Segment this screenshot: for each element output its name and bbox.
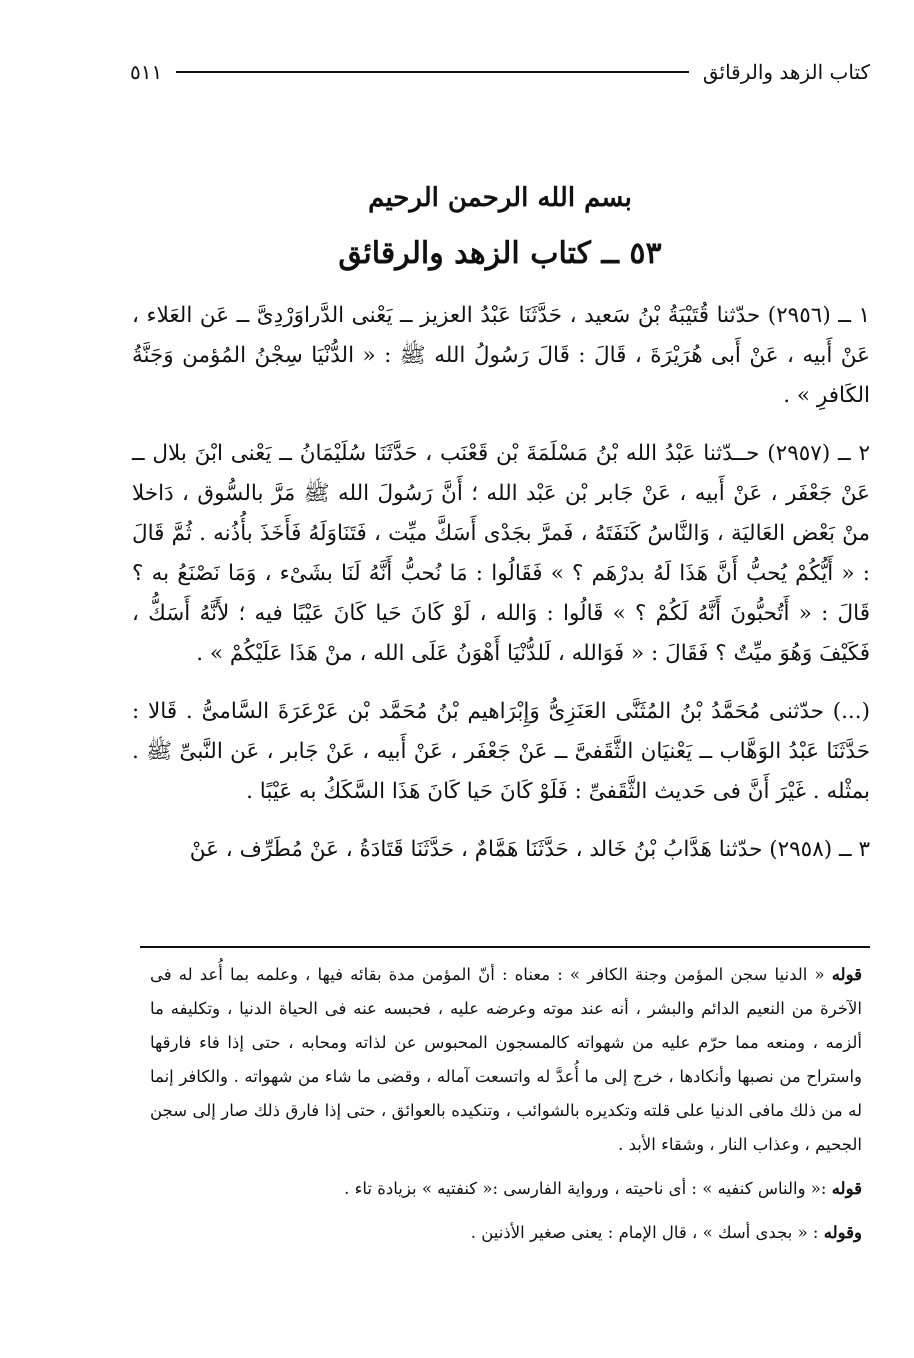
page-number: ٥١١ [130,60,163,84]
hadith-paragraph: ٣ ــ (٢٩٥٨) حدّثنا هَدَّابُ بْنُ خَالد ، حَدَّثَنَا هَمَّامٌ ، حَدَّثَنَا قَتَادَةُ ، عَنْ مُطَرِّف ، عَنْ [189,837,870,862]
footnote [150,1216,862,1250]
footnotes [150,958,862,1260]
footnote-rule [140,946,870,948]
footnote-lead: قوله [831,965,862,984]
hadith-paragraph: (...) حدّثنى مُحَمَّدُ بْنُ المُثَنَّى العَنَزِىُّ وَإِبْرَاهيم بْنُ مُحَمَّد بْن عَرْعَرَةَ السَّامىُّ . قَالا : حَدَّثَنَا عَبْدُ الوَهَّاب ــ يَعْنيَان الثَّقَفىَّ ــ عَنْ جَعْفَر ، عَنْ أَبيه ، عَنْ جَابر ، عَن النَّبىِّ ﷺ . بمثْله . غَيْرَ أَنَّ فى حَديث الثَّقَفىِّ : فَلَوْ كَانَ حَيا كَانَ هَذَا السَّكَكُ به عَيْبًا . [132,699,870,804]
footnote-text: : « بجدى أسك » ، قال الإمام : يعنى صغير الأذنين . [470,1223,824,1242]
footnote-text: :« والناس كنفيه » : أى ناحيته ، ورواية الفارسى :« كنفتيه » بزيادة تاء . [344,1179,832,1198]
hadith-paragraph: ١ ــ (٢٩٥٦) حدّثنا قُتَيْبَةُ بْنُ سَعيد ، حَدَّثَنَا عَبْدُ العزيز ــ يَعْنى الدَّراوَرْدِىَّ ــ عَن العَلاء ، عَنْ أَبيه ، عَنْ أَبى هُرَيْرَةَ ، قَالَ : قَالَ رَسُولُ الله ﷺ : « الدُّنْيَا سِجْنُ المُؤمن وَجَنَّةُ الكَافرِ » . [132,303,870,408]
footnote-lead: قوله [831,1179,862,1198]
hadith-body [132,296,870,888]
footnote [150,958,862,1162]
header-rule [176,71,689,73]
footnote-text: « الدنيا سجن المؤمن وجنة الكافر » : معناه : أنّ المؤمن مدة بقائه فيها ، وعلمه بما أُعد له فى الآخرة من النعيم الدائم والبشر ، أنه عند موته وعرضه عليه ، فحبسه عنه فى الحياة الدنيا ، وتكليفه ما ألزمه ، ومنعه مما حرّم عليه من شهواته كالمسجون المحبوس عن لذاته ومحابه ، حتى إذا فاء فارقها واستراح من نصبها وأنكادها ، خرج إلى ما أُعدَّ له واتسعت آماله ، وقضى ما شاء من شهواته . والكافر إنما له من ذلك مافى الدنيا على قلته وتكديره بالشوائب ، وتنكيده بالعوائق ، حتى إذا فارق ذلك صار إلى سجن الجحيم ، وعذاب النار ، وشقاء الأبد . [150,965,862,1154]
basmala: بسم الله الرحمن الرحيم [368,183,632,213]
footnote [150,1172,862,1206]
book-title: ٥٣ ــ كتاب الزهد والرقائق [338,236,662,271]
footnote-lead: وقوله [823,1223,862,1242]
running-header [130,52,870,92]
running-title: كتاب الزهد والرقائق [702,60,870,84]
hadith-paragraph: ٢ ــ (٢٩٥٧) حــدّثنا عَبْدُ الله بْنُ مَسْلَمَةَ بْن قَعْنَب ، حَدَّثَنَا سُلَيْمَانُ ــ يَعْنى ابْنَ بلال ــ عَنْ جَعْفَر ، عَنْ أَبيه ، عَنْ جَابر بْن عَبْد الله ؛ أَنَّ رَسُولَ الله ﷺ مَرَّ بالسُّوق ، دَاخلا منْ بَعْض العَاليَة ، وَالنَّاسُ كَنَفَتَهُ ، فَمرَّ بجَدْى أَسَكَّ ميِّت ، فَتَنَاوَلَهُ فَأَخَذَ بأُذُنه . ثُمَّ قَالَ : « أَيُّكُمْ يُحبُّ أَنَّ هَذَا لَهُ بدرْهَم ؟ » فَقَالُوا : مَا نُحبُّ أَنَّهُ لَنَا بشَىْء ، وَمَا نَصْنَعُ به ؟ قَالَ : « أَتُحبُّونَ أَنَّهُ لَكُمْ ؟ » قَالُوا : وَالله ، لَوْ كَانَ حَيا كَانَ عَيْبًا فيه ؛ لأَنَّهُ أَسَكُّ ، فَكَيْفَ وَهُوَ ميِّتٌ ؟ فَقَالَ : « فَوَالله ، لَلدُّنْيَا أَهْوَنُ عَلَى الله ، منْ هَذَا عَلَيْكُمْ » . [132,441,871,666]
